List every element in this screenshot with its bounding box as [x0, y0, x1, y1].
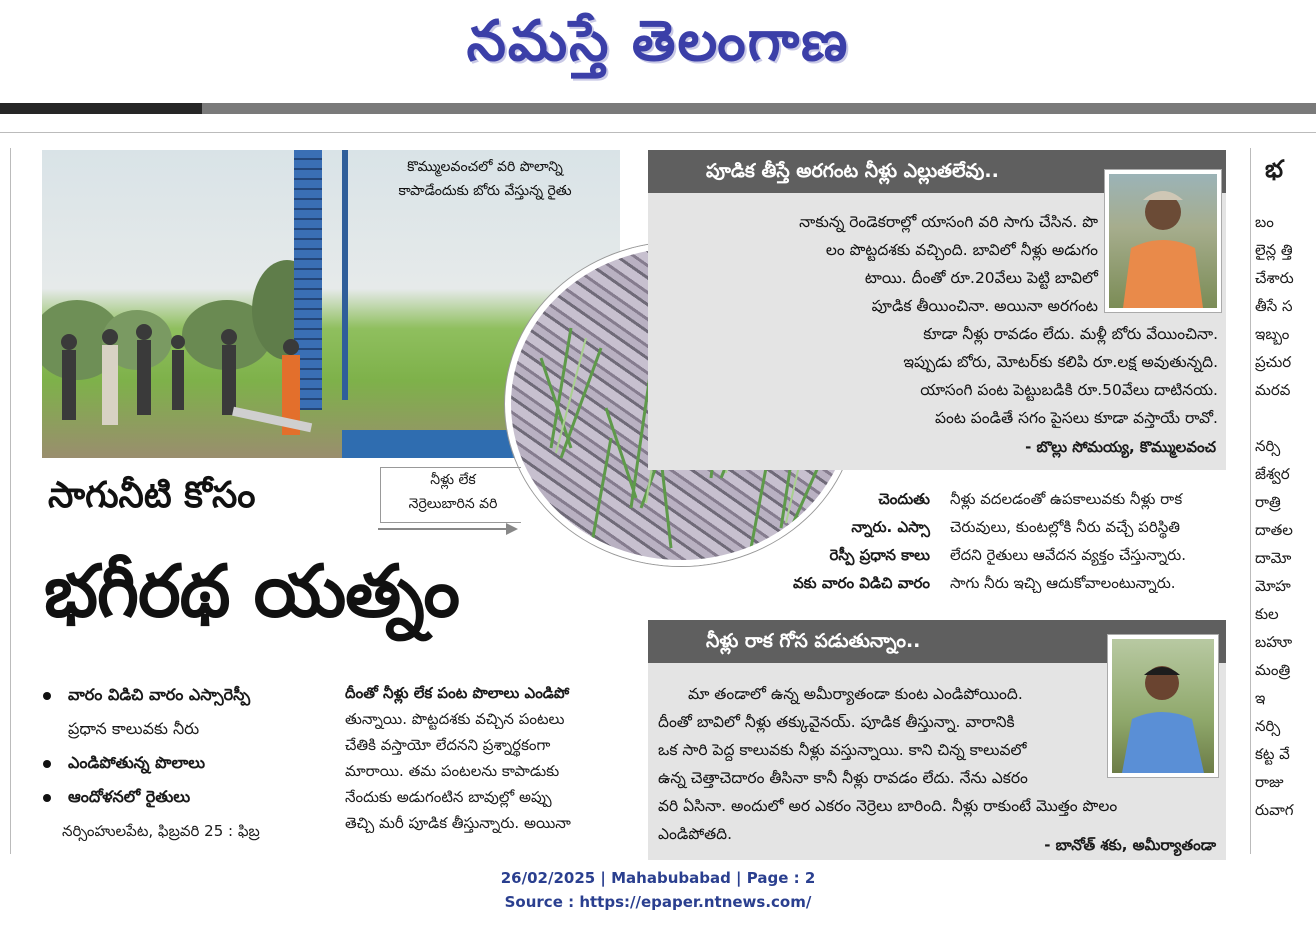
arrow-icon	[378, 523, 518, 535]
body-line: వకు వారం విడిచి వారం	[792, 574, 930, 592]
quote-line: దీంతో బావిలో నీళ్లు తక్కువైనయ్. పూడిక తీస్తున్నా. వారానికి	[658, 713, 1015, 731]
adjacent-body-line: లైన్ల త్తి	[1255, 241, 1293, 259]
body-line: చెందుతు	[878, 490, 930, 508]
adjacent-body-line: నర్సి	[1255, 717, 1281, 735]
adjacent-body-line: దామో	[1255, 549, 1292, 567]
article-kicker: సాగునీటి కోసం	[48, 474, 256, 516]
farmer-portrait-photo	[1108, 635, 1218, 777]
body-line: చేతికి వస్తాయో లేదనని ప్రశ్నార్థకంగా	[345, 736, 551, 754]
adjacent-body-line: మోహ	[1255, 577, 1291, 595]
body-line: నీళ్లు వదలడంతో ఉపకాలువకు నీళ్లు రాక	[950, 490, 1183, 508]
adjacent-body-line: కుల	[1255, 605, 1279, 623]
highlight-item	[40, 678, 330, 746]
person-illustration	[1109, 174, 1217, 308]
adjacent-article-column	[1255, 150, 1316, 824]
body-line: మారాయి. తమ పంటలను కాపాడుకు	[345, 762, 560, 780]
header-rule-thin	[0, 132, 1316, 133]
quote-heading: నీళ్లు రాక గోస పడుతున్నాం..	[648, 620, 1226, 663]
body-line: నేందుకు అడుగంటిన బావుల్లో అప్పు	[345, 788, 552, 806]
adjacent-body-line: తీసే స	[1255, 297, 1293, 315]
adjacent-heading: భ	[1265, 155, 1283, 183]
body-line: లేదని రైతులు ఆవేదన వ్యక్తం చేస్తున్నారు.	[950, 546, 1187, 564]
quote-line: కూడా నీళ్లు రావడం లేదు. మళ్లీ బోరు వేయించినా.	[923, 325, 1218, 343]
adjacent-body-line: కట్ట వే	[1255, 745, 1290, 763]
adjacent-body-line: జేశ్వర	[1255, 465, 1290, 483]
inset-caption	[380, 467, 521, 523]
newspaper-title: నమస్తే తెలంగాణ	[466, 8, 850, 74]
quote-line: లం పొట్టదశకు వచ్చింది. బావిలో నీళ్లు అడుగం	[825, 241, 1098, 259]
photo-caption	[360, 155, 610, 203]
highlight-text: ఎండిపోతున్న పొలాలు	[68, 753, 206, 772]
article-body-column	[345, 680, 620, 836]
quote-byline: - బానోత్ శకు, అమీర్యాతండా	[1044, 836, 1216, 854]
person-illustration	[1112, 639, 1214, 773]
body-line: చెరువులు, కుంటల్లోకి నీరు వచ్చే పరిస్థితి	[950, 518, 1180, 536]
photo-caption-line: కొమ్ములవంచలో వరి పొలాన్ని	[407, 159, 563, 175]
page-footer	[0, 866, 1316, 914]
farmer-quote-box-2	[648, 620, 1226, 860]
footer-edition-info: 26/02/2025 | Mahabubabad | Page : 2	[500, 869, 816, 887]
adjacent-body-line: రాత్రి	[1255, 493, 1281, 511]
adjacent-body-line: నర్సి	[1255, 437, 1281, 455]
highlights-list	[40, 678, 330, 814]
article-body-fragment	[770, 485, 930, 597]
column-divider-left	[10, 148, 11, 854]
highlight-text: వారం విడిచి వారం ఎస్సారెస్పీ	[68, 685, 251, 704]
quote-line: ఎండిపోతది.	[658, 825, 733, 843]
quote-line: పూడిక తీయించినా. అయినా అరగంట	[871, 297, 1098, 315]
inset-caption-line: నీళ్లు లేక	[430, 472, 476, 488]
adjacent-body-line: చేశారు	[1255, 269, 1294, 287]
body-line: సాగు నీరు ఇచ్చి ఆదుకోవాలంటున్నారు.	[950, 574, 1176, 592]
adjacent-body-line: ప్రచుర	[1255, 353, 1292, 371]
highlight-text: ప్రధాన కాలువకు నీరు	[68, 719, 200, 738]
adjacent-body-line: మరవ	[1255, 381, 1291, 399]
article-dateline: నర్సింహులపేట, ఫిబ్రవరి 25 : ఫిబ్ర	[62, 822, 260, 840]
farmer-quote-box-1	[648, 150, 1226, 470]
body-line: తున్నాయి. పొట్టదశకు వచ్చిన పంటలు	[345, 710, 565, 728]
article-body-fragment	[950, 485, 1230, 597]
adjacent-body-line: ఇబ్బం	[1255, 325, 1290, 343]
footer-source: Source : https://epaper.ntnews.com/	[504, 893, 812, 911]
quote-byline: - బొల్లు సోమయ్య, కొమ్ములవంచ	[1025, 438, 1216, 456]
adjacent-body-line: మంత్రి	[1255, 661, 1291, 679]
quote-line: ఒక సారి పెద్ద కాలువకు నీళ్లు వస్తున్నాయి. కాని చిన్న కాలువలో	[658, 741, 1027, 759]
body-line: దీంతో నీళ్లు లేక పంట పొలాలు ఎండిపో	[345, 684, 570, 702]
column-divider-right	[1250, 148, 1251, 854]
body-line: రెస్పీ ప్రధాన కాలు	[829, 546, 930, 564]
adjacent-body-line: రువాగ	[1255, 801, 1294, 819]
quote-line: ఇప్పుడు బోరు, మోటర్‌కు కలిపి రూ.లక్ష అవుతున్నది.	[903, 353, 1218, 371]
masthead	[0, 0, 1316, 100]
quote-heading: పూడిక తీస్తే అరగంట నీళ్లు ఎల్లుతలేవు..	[648, 150, 1226, 193]
adjacent-body-line: బం	[1255, 213, 1274, 231]
adjacent-body-line	[1255, 404, 1316, 432]
quote-line: వరి ఏసినా. అందులో అర ఎకరం నెర్రెలు బారింది. నీళ్లు రాకుంటే మొత్తం పొలం	[658, 797, 1118, 815]
adjacent-body	[1255, 208, 1316, 824]
adjacent-body-line: రాజు	[1255, 773, 1284, 791]
highlight-item	[40, 746, 330, 780]
quote-line: ఉన్న చెత్తాచెదారం తీసినా కానీ నీళ్లు రావడం లేదు. నేను ఎకరం	[658, 769, 1028, 787]
header-rule-dark	[0, 103, 202, 114]
adjacent-body-line: బహూ	[1255, 633, 1293, 651]
adjacent-body-line: దాతల	[1255, 521, 1293, 539]
quote-line: పంట పండితే సగం పైసలు కూడా వస్తాయే రావో.	[935, 409, 1218, 427]
article-headline: భగీరథ యత్నం	[44, 548, 460, 633]
quote-line: నాకున్న రెండెకరాల్లో యాసంగి వరి సాగు చేసిన. పొ	[799, 213, 1098, 231]
body-line: తెచ్చి మరీ పూడిక తీస్తున్నారు. అయినా	[345, 814, 571, 832]
quote-line: యాసంగి పంట పెట్టుబడికి రూ.50వేలు దాటినయ.	[920, 381, 1218, 399]
farmers-illustration	[42, 320, 342, 458]
photo-caption-line: కాపాడేందుకు బోరు వేస్తున్న రైతు	[398, 183, 572, 199]
quote-line: మా తండాలో ఉన్న అమీర్యాతండా కుంట ఎండిపోయింది.	[688, 685, 1023, 703]
header-rule-gray	[202, 103, 1316, 114]
quote-line: టాయి. దీంతో రూ.20వేలు పెట్టి బావిలో	[864, 269, 1098, 287]
adjacent-body-line: ఇ	[1255, 689, 1266, 707]
highlight-text: ఆందోళనలో రైతులు	[68, 787, 191, 806]
highlight-item	[40, 780, 330, 814]
body-line: న్నారు. ఎస్సా	[851, 518, 930, 536]
farmer-portrait-photo	[1105, 170, 1221, 312]
inset-caption-line: నెర్రెలుబారిన వరి	[408, 496, 498, 512]
